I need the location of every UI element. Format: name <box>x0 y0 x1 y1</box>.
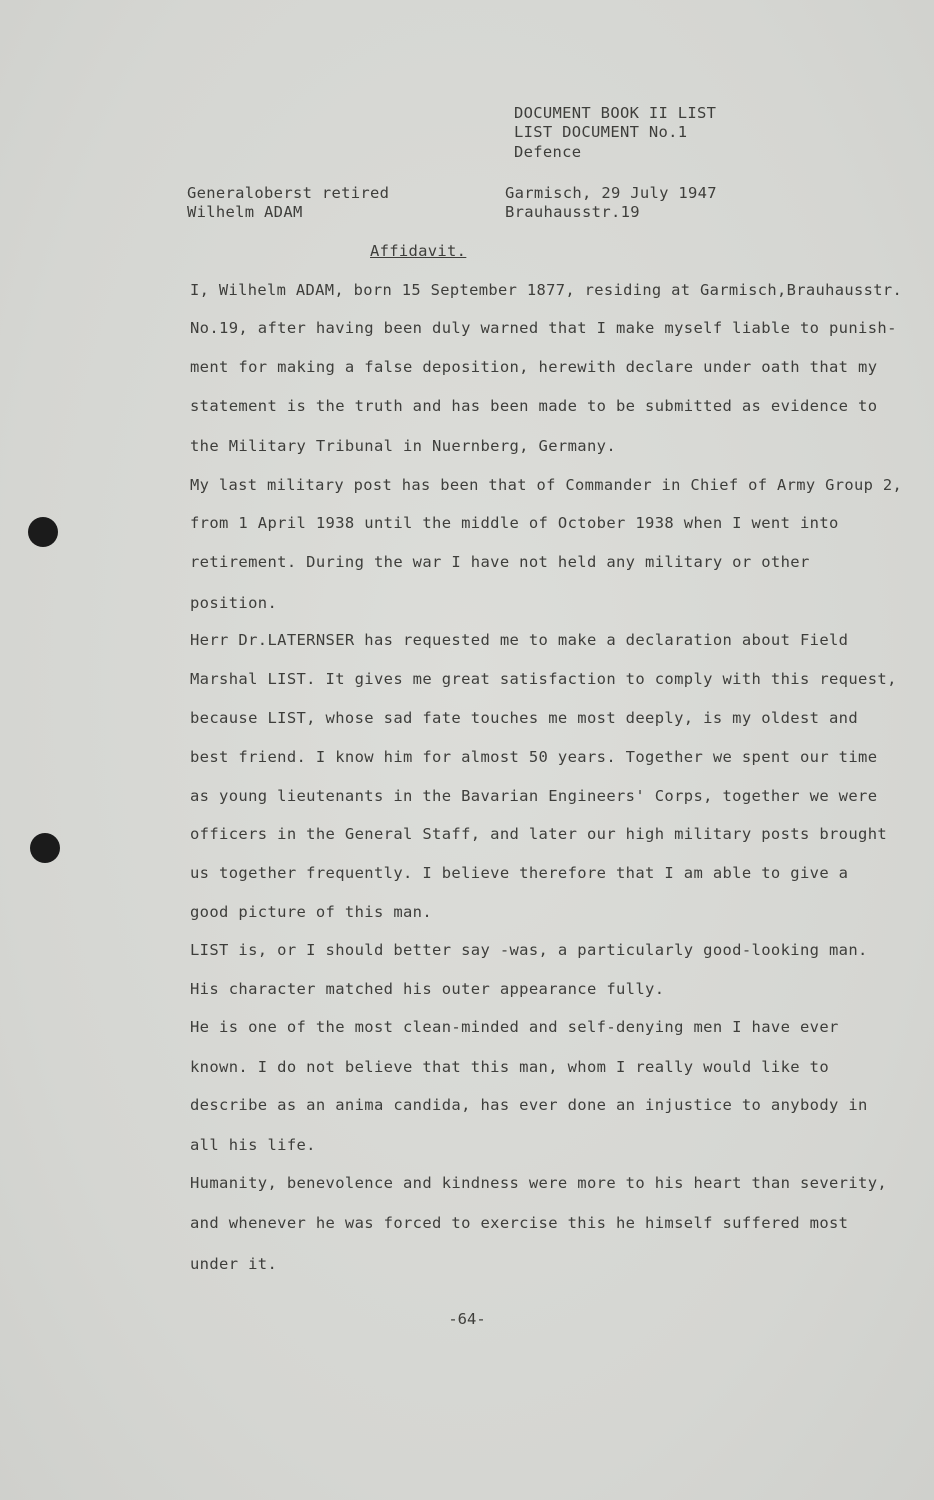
affidavit-title: Affidavit. <box>370 242 467 260</box>
body-line: He is one of the most clean-minded and self-denying men I have ever <box>190 1018 839 1036</box>
body-line: Marshal LIST. It gives me great satisfaction to comply with this request, <box>190 670 897 688</box>
body-line: ment for making a false deposition, herewith declare under oath that my <box>190 358 878 376</box>
body-line: as young lieutenants in the Bavarian Engineers' Corps, together we were <box>190 787 878 805</box>
body-line: best friend. I know him for almost 50 years. Together we spent our time <box>190 748 878 766</box>
header-line-2: LIST DOCUMENT No.1 <box>514 123 688 141</box>
header-line-3: Defence <box>514 143 582 161</box>
body-line: Herr Dr.LATERNSER has requested me to make a declaration about Field <box>190 631 849 649</box>
body-line: No.19, after having been duly warned that I make myself liable to punish- <box>190 319 897 337</box>
header-line-1: DOCUMENT BOOK II LIST <box>514 104 717 122</box>
body-line: describe as an anima candida, has ever done an injustice to anybody in <box>190 1096 868 1114</box>
place-date: Garmisch, 29 July 1947 <box>505 184 717 202</box>
sender-rank: Generaloberst retired <box>187 184 390 202</box>
body-line: because LIST, whose sad fate touches me most deeply, is my oldest and <box>190 709 859 727</box>
body-line: the Military Tribunal in Nuernberg, Germany. <box>190 437 616 455</box>
body-line: good picture of this man. <box>190 903 433 921</box>
body-line: us together frequently. I believe therefore that I am able to give a <box>190 864 849 882</box>
body-line: officers in the General Staff, and later our high military posts brought <box>190 825 888 843</box>
body-line: under it. <box>190 1255 278 1273</box>
punch-hole-top <box>28 517 58 547</box>
body-line: known. I do not believe that this man, whom I really would like to <box>190 1058 829 1076</box>
body-line: LIST is, or I should better say -was, a particularly good-looking man. <box>190 941 868 959</box>
body-line: all his life. <box>190 1136 316 1154</box>
body-line: and whenever he was forced to exercise this he himself suffered most <box>190 1214 849 1232</box>
body-line: My last military post has been that of Commander in Chief of Army Group 2, <box>190 476 903 494</box>
body-line: position. <box>190 594 278 612</box>
body-line: His character matched his outer appearance fully. <box>190 980 665 998</box>
sender-name: Wilhelm ADAM <box>187 203 303 221</box>
page-number: -64- <box>448 1310 486 1328</box>
body-line: Humanity, benevolence and kindness were more to his heart than severity, <box>190 1174 888 1192</box>
body-line: retirement. During the war I have not held any military or other <box>190 553 810 571</box>
body-line: from 1 April 1938 until the middle of October 1938 when I went into <box>190 514 839 532</box>
punch-hole-bottom <box>30 833 60 863</box>
place-street: Brauhausstr.19 <box>505 203 640 221</box>
body-line: I, Wilhelm ADAM, born 15 September 1877, residing at Garmisch,Brauhausstr. <box>190 281 903 299</box>
body-line: statement is the truth and has been made to be submitted as evidence to <box>190 397 878 415</box>
